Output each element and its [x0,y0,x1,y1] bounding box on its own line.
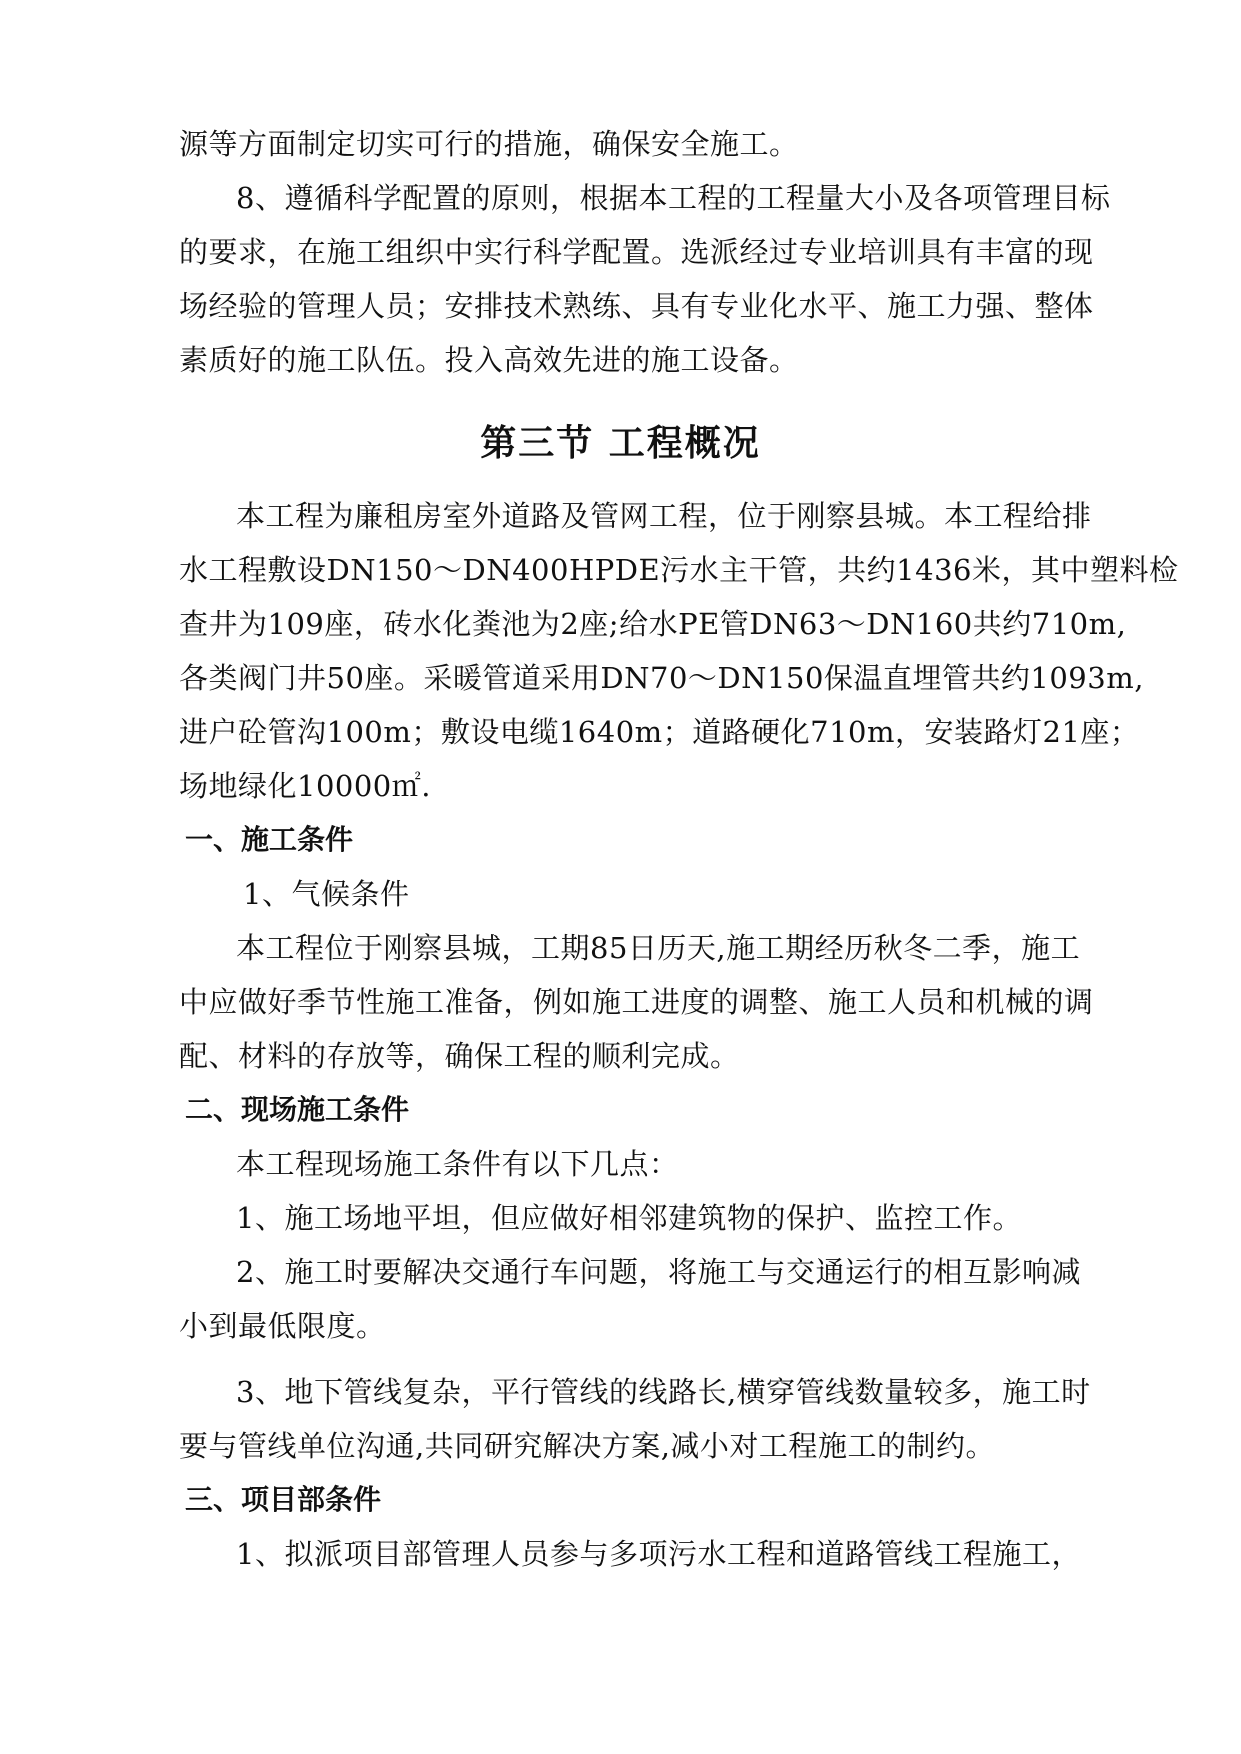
text-line: 进户砼管沟100m；敷设电缆1640m；道路硬化710m，安装路灯21座； [179,715,1140,749]
text-line: 1、施工场地平坦，但应做好相邻建筑物的保护、监控工作。 [236,1201,1022,1235]
text-line: 查井为109座，砖水化粪池为2座;给水PE管DN63～DN160共约710m, [179,607,1127,641]
text-line: 本工程为廉租房室外道路及管网工程，位于刚察县城。本工程给排 [236,499,1092,533]
text-line: 3、地下管线复杂，平行管线的线路长,横穿管线数量较多，施工时 [236,1375,1091,1409]
text-line: 场地绿化10000㎡. [179,769,431,803]
text-line: 素质好的施工队伍。投入高效先进的施工设备。 [179,343,799,377]
text-line: 2、施工时要解决交通行车问题，将施工与交通运行的相互影响减 [236,1255,1081,1289]
text-line: 源等方面制定切实可行的措施，确保安全施工。 [179,127,799,161]
text-line: 配、材料的存放等，确保工程的顺利完成。 [179,1039,740,1073]
text-line: 8、遵循科学配置的原则，根据本工程的工程量大小及各项管理目标 [236,181,1111,215]
text-line: 1、拟派项目部管理人员参与多项污水工程和道路管线工程施工， [236,1537,1081,1571]
text-line: 各类阀门井50座。采暖管道采用DN70～DN150保温直埋管共约1093m, [179,661,1144,695]
text-line: 1、气候条件 [243,877,410,911]
text-line: 的要求，在施工组织中实行科学配置。选派经过专业培训具有丰富的现 [179,235,1094,269]
text-line: 水工程敷设DN150～DN400HPDE污水主干管，共约1436米，其中塑料检 [179,553,1179,587]
section-title: 第三节 工程概况 [480,423,761,464]
text-line: 小到最低限度。 [179,1309,386,1343]
subsection-heading: 一、施工条件 [185,823,354,856]
text-line: 本工程位于刚察县城，工期85日历天,施工期经历秋冬二季，施工 [236,931,1081,965]
text-line: 场经验的管理人员；安排技术熟练、具有专业化水平、施工力强、整体 [179,289,1094,323]
subsection-heading: 二、现场施工条件 [185,1093,410,1126]
subsection-heading: 三、项目部条件 [185,1483,382,1516]
text-line: 中应做好季节性施工准备，例如施工进度的调整、施工人员和机械的调 [179,985,1094,1019]
text-line: 要与管线单位沟通,共同研究解决方案,减小对工程施工的制约。 [179,1429,995,1463]
text-line: 本工程现场施工条件有以下几点： [236,1147,679,1181]
